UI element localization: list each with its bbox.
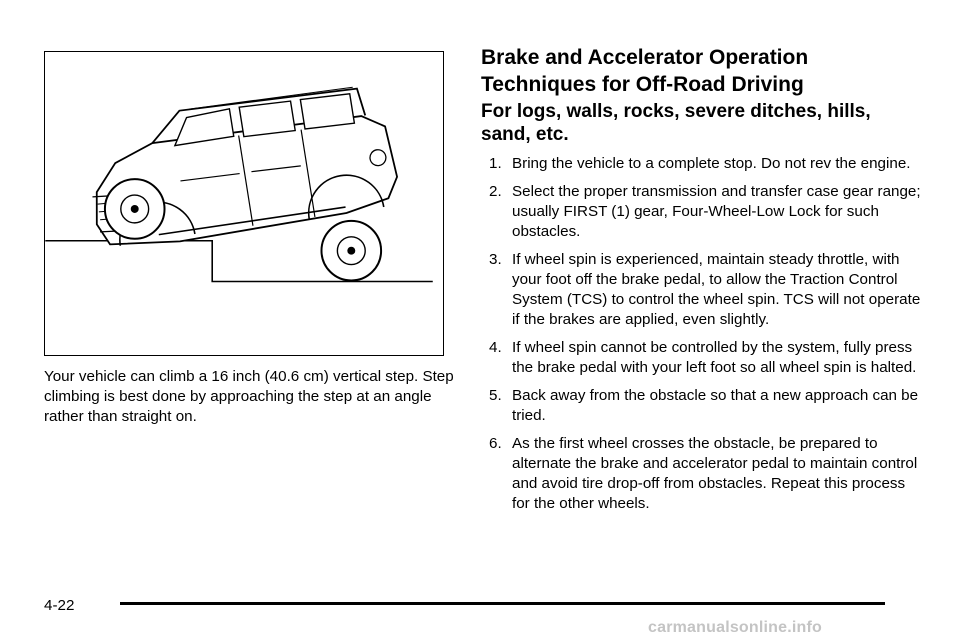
- step-number: 4.: [489, 339, 502, 356]
- step-text: Back away from the obstacle so that a new approach can be tried.: [512, 387, 919, 424]
- step-number: 6.: [489, 435, 502, 452]
- step-text: As the first wheel crosses the obstacle, be prepared to alternate the brake and accelerator pedal to maintain control and avoid tire drop-off from obstacles. Repeat this process for the other wheels.: [512, 435, 918, 512]
- step-number: 2.: [489, 183, 502, 200]
- step-number: 3.: [489, 251, 502, 268]
- step-text: If wheel spin is experienced, maintain steady throttle, with your foot off the brake pedal, to allow the Traction Control System (TCS) to control the wheel spin. TCS will not operate if the brakes are applied, even slightly.: [512, 251, 921, 328]
- watermark: carmanualsonline.info: [648, 619, 823, 636]
- section-heading: Brake and Accelerator Operation Techniques for Off-Road Driving: [481, 46, 809, 96]
- content-column: [481, 44, 921, 522]
- footer-divider: [120, 602, 885, 605]
- section-subheading: For logs, walls, rocks, severe ditches, hills, sand, etc.: [481, 101, 871, 145]
- step-number: 5.: [489, 387, 502, 404]
- list-item: [481, 434, 921, 514]
- step-text: Bring the vehicle to a complete stop. Do not rev the engine.: [512, 155, 911, 172]
- steps-list: [481, 154, 921, 514]
- vehicle-illustration-svg: [45, 52, 443, 355]
- page-number: 4-22: [44, 597, 75, 614]
- step-text: If wheel spin cannot be controlled by the system, fully press the brake pedal with your left foot so all wheel spin is halted.: [512, 339, 917, 376]
- list-item: [481, 386, 921, 426]
- list-item: [481, 182, 921, 242]
- list-item: [481, 154, 921, 174]
- front-wheel: [105, 179, 165, 239]
- figure-caption: Your vehicle can climb a 16 inch (40.6 cm) vertical step. Step climbing is best done by approaching the step at an angle rather than straight on.: [44, 368, 454, 425]
- step-text: Select the proper transmission and transfer case gear range; usually FIRST (1) gear, Four-Wheel-Low Lock for such obstacles.: [512, 183, 921, 240]
- list-item: [481, 338, 921, 378]
- rear-wheel: [321, 221, 381, 281]
- step-number: 1.: [489, 155, 502, 172]
- vehicle-step-climb-illustration: [44, 51, 444, 356]
- list-item: [481, 250, 921, 330]
